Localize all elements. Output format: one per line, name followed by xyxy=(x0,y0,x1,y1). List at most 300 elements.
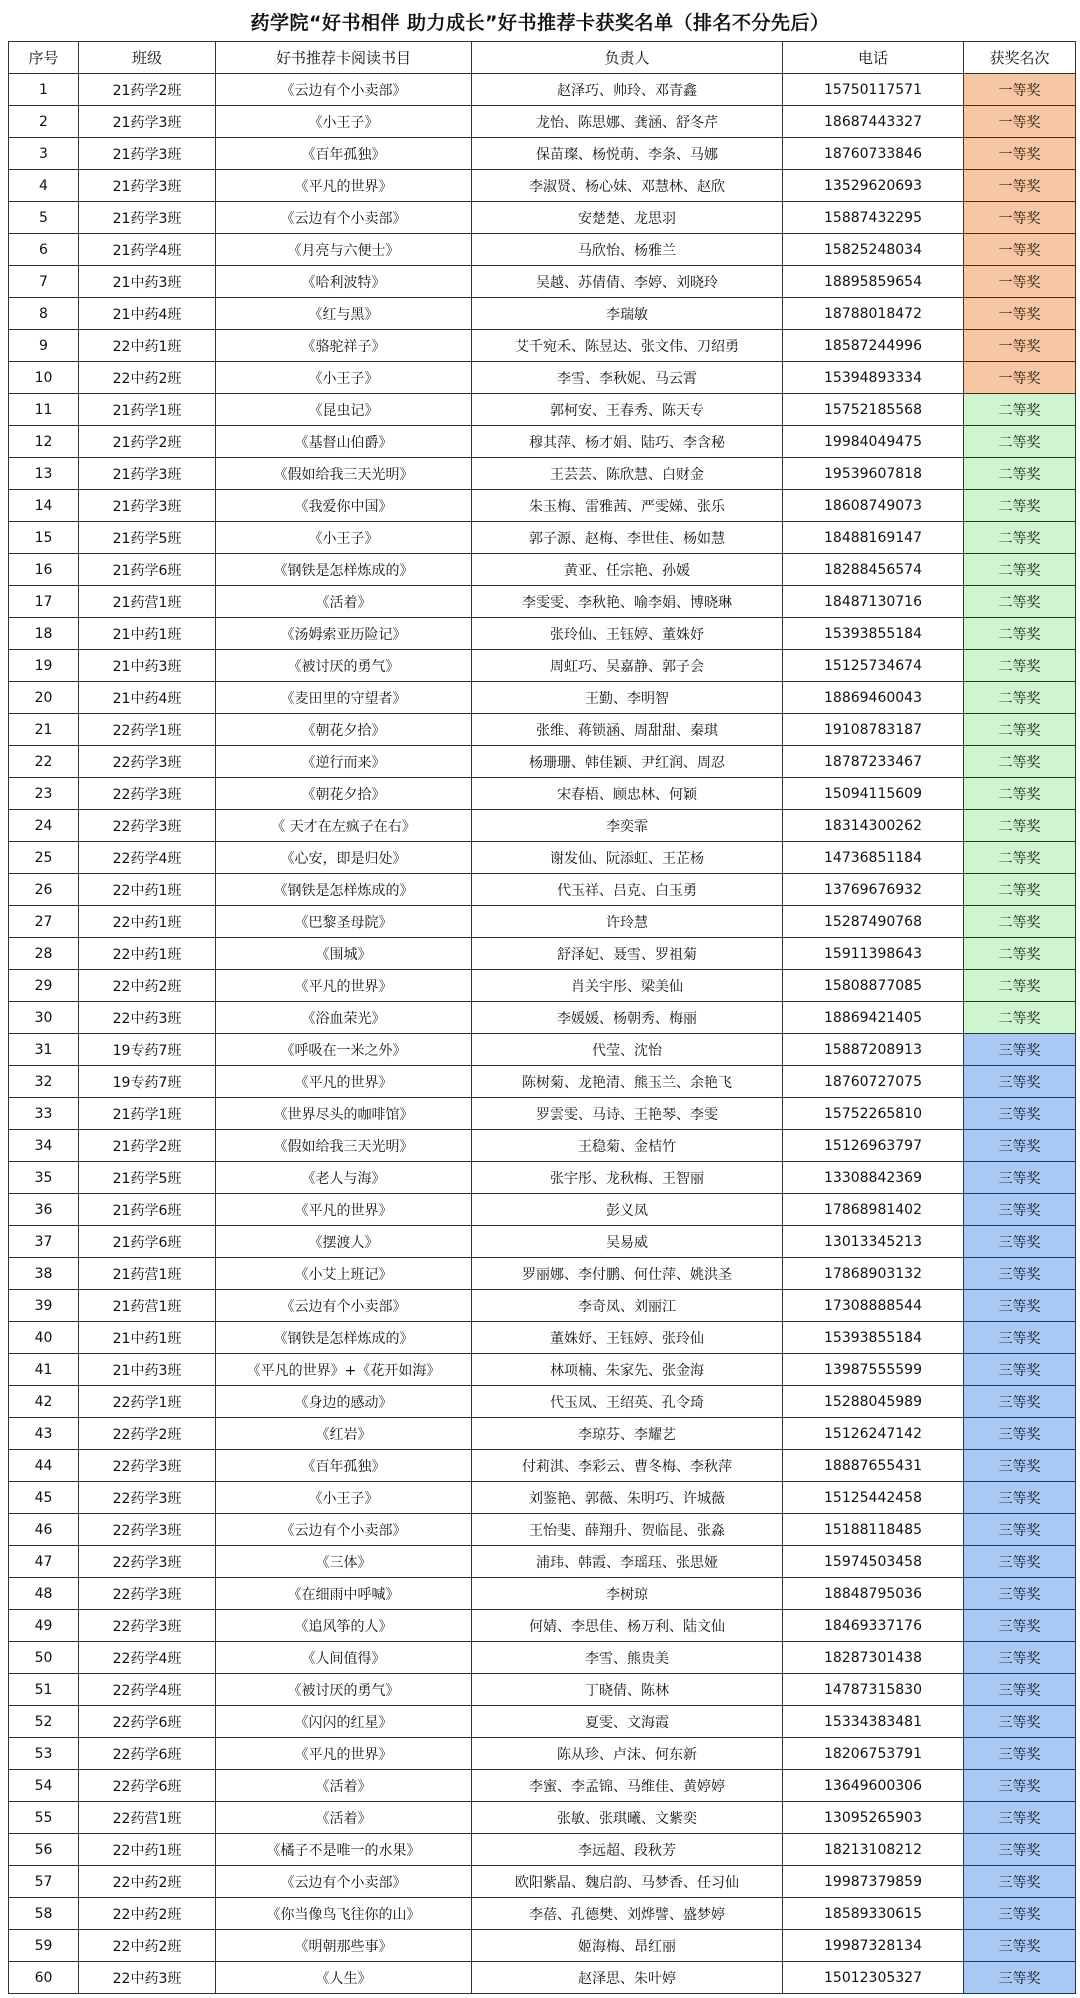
cell-prize: 三等奖 xyxy=(964,1386,1076,1418)
cell-prize: 二等奖 xyxy=(964,586,1076,618)
cell-prize: 二等奖 xyxy=(964,938,1076,970)
cell-class: 22药学6班 xyxy=(79,1706,216,1738)
cell-index: 47 xyxy=(9,1546,79,1578)
cell-prize: 二等奖 xyxy=(964,714,1076,746)
cell-phone: 15393855184 xyxy=(783,1322,964,1354)
cell-class: 22药学4班 xyxy=(79,1642,216,1674)
cell-prize: 二等奖 xyxy=(964,522,1076,554)
table-row xyxy=(9,650,1076,682)
table-row xyxy=(9,1738,1076,1770)
table-row xyxy=(9,1930,1076,1962)
cell-phone: 18608749073 xyxy=(783,490,964,522)
table-row xyxy=(9,1834,1076,1866)
table-row xyxy=(9,170,1076,202)
cell-class: 22药学3班 xyxy=(79,746,216,778)
cell-phone: 19984049475 xyxy=(783,426,964,458)
cell-book: 《逆行而来》 xyxy=(216,746,472,778)
award-table xyxy=(8,41,1076,1994)
table-row xyxy=(9,778,1076,810)
cell-class: 22中药2班 xyxy=(79,970,216,1002)
cell-book: 《被讨厌的勇气》 xyxy=(216,650,472,682)
table-row xyxy=(9,298,1076,330)
table-row xyxy=(9,1130,1076,1162)
table-row xyxy=(9,138,1076,170)
cell-index: 24 xyxy=(9,810,79,842)
cell-index: 41 xyxy=(9,1354,79,1386)
cell-book: 《橘子不是唯一的水果》 xyxy=(216,1834,472,1866)
cell-members: 穆其萍、杨才娟、陆巧、李含秘 xyxy=(472,426,783,458)
cell-prize: 三等奖 xyxy=(964,1962,1076,1994)
cell-book: 《老人与海》 xyxy=(216,1162,472,1194)
cell-members: 赵泽巧、帅玲、邓青鑫 xyxy=(472,74,783,106)
cell-prize: 三等奖 xyxy=(964,1130,1076,1162)
cell-book: 《麦田里的守望者》 xyxy=(216,682,472,714)
cell-prize: 二等奖 xyxy=(964,906,1076,938)
table-row xyxy=(9,234,1076,266)
cell-index: 10 xyxy=(9,362,79,394)
cell-book: 《巴黎圣母院》 xyxy=(216,906,472,938)
cell-members: 代玉凤、王绍英、孔令琦 xyxy=(472,1386,783,1418)
cell-prize: 三等奖 xyxy=(964,1578,1076,1610)
cell-phone: 15126247142 xyxy=(783,1418,964,1450)
cell-index: 11 xyxy=(9,394,79,426)
cell-index: 9 xyxy=(9,330,79,362)
cell-members: 龙怡、陈思娜、龚涵、舒冬芹 xyxy=(472,106,783,138)
cell-members: 李淑贤、杨心妹、邓慧林、赵欣 xyxy=(472,170,783,202)
cell-book: 《三体》 xyxy=(216,1546,472,1578)
cell-book: 《人间值得》 xyxy=(216,1642,472,1674)
cell-members: 付莉淇、李彩云、曹冬梅、李秋萍 xyxy=(472,1450,783,1482)
cell-prize: 二等奖 xyxy=(964,618,1076,650)
cell-index: 34 xyxy=(9,1130,79,1162)
table-row xyxy=(9,266,1076,298)
table-row xyxy=(9,842,1076,874)
cell-phone: 18589330615 xyxy=(783,1898,964,1930)
cell-members: 罗丽娜、李付鹏、何仕萍、姚洪圣 xyxy=(472,1258,783,1290)
cell-phone: 18206753791 xyxy=(783,1738,964,1770)
cell-index: 17 xyxy=(9,586,79,618)
cell-book: 《朝花夕拾》 xyxy=(216,778,472,810)
cell-phone: 15887208913 xyxy=(783,1034,964,1066)
cell-book: 《平凡的世界》 xyxy=(216,1738,472,1770)
cell-class: 22药营1班 xyxy=(79,1802,216,1834)
cell-index: 54 xyxy=(9,1770,79,1802)
cell-class: 22中药2班 xyxy=(79,1930,216,1962)
cell-book: 《小王子》 xyxy=(216,1482,472,1514)
cell-members: 李远超、段秋芳 xyxy=(472,1834,783,1866)
cell-book: 《钢铁是怎样炼成的》 xyxy=(216,1322,472,1354)
cell-class: 22中药1班 xyxy=(79,1834,216,1866)
cell-prize: 三等奖 xyxy=(964,1930,1076,1962)
cell-class: 22药学3班 xyxy=(79,1482,216,1514)
cell-prize: 三等奖 xyxy=(964,1770,1076,1802)
cell-members: 李瑞敏 xyxy=(472,298,783,330)
cell-phone: 13308842369 xyxy=(783,1162,964,1194)
cell-index: 36 xyxy=(9,1194,79,1226)
table-row xyxy=(9,1482,1076,1514)
cell-book: 《 天才在左疯子在右》 xyxy=(216,810,472,842)
cell-prize: 三等奖 xyxy=(964,1258,1076,1290)
cell-index: 56 xyxy=(9,1834,79,1866)
cell-prize: 三等奖 xyxy=(964,1226,1076,1258)
cell-members: 李蓓、孔德樊、刘烨譬、盛梦婷 xyxy=(472,1898,783,1930)
cell-members: 李树琼 xyxy=(472,1578,783,1610)
cell-prize: 三等奖 xyxy=(964,1642,1076,1674)
cell-index: 55 xyxy=(9,1802,79,1834)
table-row xyxy=(9,1162,1076,1194)
cell-index: 4 xyxy=(9,170,79,202)
cell-class: 21中药1班 xyxy=(79,1322,216,1354)
cell-prize: 一等奖 xyxy=(964,362,1076,394)
cell-class: 22中药1班 xyxy=(79,906,216,938)
header-row xyxy=(9,42,1076,74)
cell-prize: 二等奖 xyxy=(964,842,1076,874)
cell-book: 《人生》 xyxy=(216,1962,472,1994)
cell-index: 14 xyxy=(9,490,79,522)
column-header-phone: 电话 xyxy=(783,42,964,74)
cell-index: 44 xyxy=(9,1450,79,1482)
cell-members: 宋春梧、顾忠林、何颖 xyxy=(472,778,783,810)
cell-book: 《红与黑》 xyxy=(216,298,472,330)
cell-prize: 二等奖 xyxy=(964,394,1076,426)
cell-index: 39 xyxy=(9,1290,79,1322)
cell-prize: 三等奖 xyxy=(964,1706,1076,1738)
cell-members: 李奕霏 xyxy=(472,810,783,842)
table-row xyxy=(9,1642,1076,1674)
cell-members: 郭柯安、王春秀、陈天专 xyxy=(472,394,783,426)
cell-phone: 18213108212 xyxy=(783,1834,964,1866)
cell-book: 《红岩》 xyxy=(216,1418,472,1450)
cell-members: 代玉祥、吕克、白玉勇 xyxy=(472,874,783,906)
table-row xyxy=(9,1226,1076,1258)
cell-prize: 三等奖 xyxy=(964,1674,1076,1706)
table-row xyxy=(9,1194,1076,1226)
cell-book: 《围城》 xyxy=(216,938,472,970)
cell-book: 《百年孤独》 xyxy=(216,138,472,170)
table-row xyxy=(9,1514,1076,1546)
cell-prize: 三等奖 xyxy=(964,1098,1076,1130)
table-row xyxy=(9,106,1076,138)
cell-index: 27 xyxy=(9,906,79,938)
cell-members: 吴越、苏倩倩、李婷、刘晓玲 xyxy=(472,266,783,298)
cell-index: 29 xyxy=(9,970,79,1002)
cell-book: 《在细雨中呼喊》 xyxy=(216,1578,472,1610)
cell-members: 张敏、张琪曦、文紫奕 xyxy=(472,1802,783,1834)
cell-index: 8 xyxy=(9,298,79,330)
cell-members: 保苗璨、杨悦萌、李条、马娜 xyxy=(472,138,783,170)
cell-class: 21药学2班 xyxy=(79,426,216,458)
table-row xyxy=(9,874,1076,906)
cell-members: 董姝妤、王钰婷、张玲仙 xyxy=(472,1322,783,1354)
cell-class: 21药学2班 xyxy=(79,1130,216,1162)
cell-book: 《百年孤独》 xyxy=(216,1450,472,1482)
cell-index: 15 xyxy=(9,522,79,554)
cell-index: 37 xyxy=(9,1226,79,1258)
cell-phone: 14787315830 xyxy=(783,1674,964,1706)
cell-prize: 三等奖 xyxy=(964,1546,1076,1578)
cell-phone: 15094115609 xyxy=(783,778,964,810)
cell-phone: 17308888544 xyxy=(783,1290,964,1322)
cell-members: 谢发仙、阮添虹、王芷杨 xyxy=(472,842,783,874)
table-row xyxy=(9,1066,1076,1098)
cell-class: 21药学3班 xyxy=(79,106,216,138)
cell-phone: 15287490768 xyxy=(783,906,964,938)
cell-phone: 18288456574 xyxy=(783,554,964,586)
cell-members: 吴易威 xyxy=(472,1226,783,1258)
table-row xyxy=(9,1898,1076,1930)
cell-book: 《小王子》 xyxy=(216,106,472,138)
cell-class: 22药学4班 xyxy=(79,1674,216,1706)
cell-phone: 13987555599 xyxy=(783,1354,964,1386)
cell-book: 《云边有个小卖部》 xyxy=(216,1514,472,1546)
cell-members: 许玲慧 xyxy=(472,906,783,938)
table-row xyxy=(9,1258,1076,1290)
cell-prize: 二等奖 xyxy=(964,1002,1076,1034)
cell-phone: 15752185568 xyxy=(783,394,964,426)
cell-class: 21药学5班 xyxy=(79,1162,216,1194)
cell-class: 21中药4班 xyxy=(79,682,216,714)
cell-index: 50 xyxy=(9,1642,79,1674)
cell-members: 张玲仙、王钰婷、董姝妤 xyxy=(472,618,783,650)
table-row xyxy=(9,458,1076,490)
cell-prize: 三等奖 xyxy=(964,1482,1076,1514)
table-row xyxy=(9,1706,1076,1738)
sheet-title: 药学院“好书相伴 助力成长”好书推荐卡获奖名单（排名不分先后） xyxy=(250,12,830,34)
table-row xyxy=(9,1386,1076,1418)
cell-phone: 15393855184 xyxy=(783,618,964,650)
cell-members: 周虹巧、吴嘉静、郭子会 xyxy=(472,650,783,682)
cell-index: 32 xyxy=(9,1066,79,1098)
table-row xyxy=(9,1770,1076,1802)
cell-members: 姬海梅、昂红丽 xyxy=(472,1930,783,1962)
cell-prize: 三等奖 xyxy=(964,1162,1076,1194)
cell-members: 夏雯、文海霞 xyxy=(472,1706,783,1738)
cell-index: 13 xyxy=(9,458,79,490)
cell-index: 3 xyxy=(9,138,79,170)
cell-members: 李雪、李秋妮、马云霄 xyxy=(472,362,783,394)
cell-prize: 二等奖 xyxy=(964,874,1076,906)
cell-class: 21药学3班 xyxy=(79,202,216,234)
cell-index: 6 xyxy=(9,234,79,266)
cell-members: 罗雲雯、马诗、王艳琴、李雯 xyxy=(472,1098,783,1130)
cell-phone: 18760733846 xyxy=(783,138,964,170)
cell-book: 《小王子》 xyxy=(216,362,472,394)
cell-index: 23 xyxy=(9,778,79,810)
cell-book: 《云边有个小卖部》 xyxy=(216,1290,472,1322)
cell-phone: 17868981402 xyxy=(783,1194,964,1226)
cell-prize: 一等奖 xyxy=(964,138,1076,170)
cell-index: 16 xyxy=(9,554,79,586)
cell-members: 陈树菊、龙艳清、熊玉兰、余艳飞 xyxy=(472,1066,783,1098)
cell-book: 《小艾上班记》 xyxy=(216,1258,472,1290)
cell-phone: 13769676932 xyxy=(783,874,964,906)
cell-phone: 18787233467 xyxy=(783,746,964,778)
cell-class: 19专药7班 xyxy=(79,1034,216,1066)
cell-book: 《云边有个小卖部》 xyxy=(216,74,472,106)
cell-members: 张维、蒋锁涵、周甜甜、秦琪 xyxy=(472,714,783,746)
table-row xyxy=(9,1034,1076,1066)
table-row xyxy=(9,1962,1076,1994)
cell-phone: 18314300262 xyxy=(783,810,964,842)
cell-class: 22药学3班 xyxy=(79,810,216,842)
cell-class: 21药学6班 xyxy=(79,1194,216,1226)
cell-class: 22中药3班 xyxy=(79,1002,216,1034)
cell-phone: 15188118485 xyxy=(783,1514,964,1546)
cell-prize: 一等奖 xyxy=(964,330,1076,362)
table-row xyxy=(9,1674,1076,1706)
cell-class: 22药学2班 xyxy=(79,1418,216,1450)
cell-phone: 18869421405 xyxy=(783,1002,964,1034)
cell-book: 《我爱你中国》 xyxy=(216,490,472,522)
cell-prize: 二等奖 xyxy=(964,554,1076,586)
cell-prize: 三等奖 xyxy=(964,1834,1076,1866)
cell-book: 《世界尽头的咖啡馆》 xyxy=(216,1098,472,1130)
cell-phone: 18487130716 xyxy=(783,586,964,618)
cell-phone: 15825248034 xyxy=(783,234,964,266)
cell-members: 刘鉴艳、郭薇、朱明巧、许城薇 xyxy=(472,1482,783,1514)
cell-class: 21中药1班 xyxy=(79,618,216,650)
cell-class: 22中药2班 xyxy=(79,1866,216,1898)
cell-phone: 18760727075 xyxy=(783,1066,964,1098)
cell-index: 18 xyxy=(9,618,79,650)
cell-index: 5 xyxy=(9,202,79,234)
cell-index: 19 xyxy=(9,650,79,682)
cell-members: 陈从珍、卢沫、何东新 xyxy=(472,1738,783,1770)
cell-members: 郭子源、赵梅、李世佳、杨如慧 xyxy=(472,522,783,554)
cell-index: 35 xyxy=(9,1162,79,1194)
cell-prize: 三等奖 xyxy=(964,1866,1076,1898)
cell-class: 21药营1班 xyxy=(79,586,216,618)
cell-book: 《闪闪的红星》 xyxy=(216,1706,472,1738)
cell-prize: 三等奖 xyxy=(964,1290,1076,1322)
cell-phone: 19108783187 xyxy=(783,714,964,746)
cell-class: 21药营1班 xyxy=(79,1290,216,1322)
cell-phone: 18887655431 xyxy=(783,1450,964,1482)
cell-book: 《骆驼祥子》 xyxy=(216,330,472,362)
cell-prize: 一等奖 xyxy=(964,298,1076,330)
cell-phone: 18488169147 xyxy=(783,522,964,554)
cell-members: 王稳菊、金桔竹 xyxy=(472,1130,783,1162)
cell-index: 38 xyxy=(9,1258,79,1290)
table-row xyxy=(9,1610,1076,1642)
cell-book: 《平凡的世界》+《花开如海》 xyxy=(216,1354,472,1386)
cell-class: 22药学3班 xyxy=(79,1610,216,1642)
cell-prize: 二等奖 xyxy=(964,970,1076,1002)
table-row xyxy=(9,362,1076,394)
cell-class: 22药学3班 xyxy=(79,1514,216,1546)
cell-index: 26 xyxy=(9,874,79,906)
cell-book: 《基督山伯爵》 xyxy=(216,426,472,458)
cell-book: 《活着》 xyxy=(216,586,472,618)
cell-book: 《摆渡人》 xyxy=(216,1226,472,1258)
cell-class: 22药学6班 xyxy=(79,1738,216,1770)
table-row xyxy=(9,1546,1076,1578)
table-row xyxy=(9,1418,1076,1450)
cell-prize: 一等奖 xyxy=(964,234,1076,266)
cell-phone: 13013345213 xyxy=(783,1226,964,1258)
cell-class: 21药学3班 xyxy=(79,138,216,170)
cell-class: 19专药7班 xyxy=(79,1066,216,1098)
cell-members: 艾千宛禾、陈昱达、张文伟、刀绍勇 xyxy=(472,330,783,362)
cell-prize: 二等奖 xyxy=(964,746,1076,778)
column-header-members: 负责人 xyxy=(472,42,783,74)
cell-prize: 三等奖 xyxy=(964,1322,1076,1354)
cell-class: 22药学3班 xyxy=(79,778,216,810)
table-row xyxy=(9,1098,1076,1130)
cell-index: 45 xyxy=(9,1482,79,1514)
cell-class: 22药学1班 xyxy=(79,714,216,746)
cell-prize: 三等奖 xyxy=(964,1034,1076,1066)
cell-members: 王芸芸、陈欣慧、白财金 xyxy=(472,458,783,490)
cell-phone: 19539607818 xyxy=(783,458,964,490)
cell-prize: 二等奖 xyxy=(964,426,1076,458)
cell-book: 《呼吸在一米之外》 xyxy=(216,1034,472,1066)
cell-prize: 三等奖 xyxy=(964,1418,1076,1450)
table-row xyxy=(9,330,1076,362)
cell-index: 42 xyxy=(9,1386,79,1418)
cell-phone: 17868903132 xyxy=(783,1258,964,1290)
cell-prize: 三等奖 xyxy=(964,1898,1076,1930)
table-row xyxy=(9,1002,1076,1034)
cell-phone: 15974503458 xyxy=(783,1546,964,1578)
cell-members: 朱玉梅、雷雅茜、严雯娣、张乐 xyxy=(472,490,783,522)
cell-book: 《朝花夕拾》 xyxy=(216,714,472,746)
cell-phone: 13529620693 xyxy=(783,170,964,202)
table-row xyxy=(9,1866,1076,1898)
cell-class: 22中药1班 xyxy=(79,874,216,906)
table-row xyxy=(9,1450,1076,1482)
cell-phone: 18848795036 xyxy=(783,1578,964,1610)
cell-members: 丁晓倩、陈林 xyxy=(472,1674,783,1706)
cell-index: 59 xyxy=(9,1930,79,1962)
cell-class: 21中药4班 xyxy=(79,298,216,330)
cell-phone: 18869460043 xyxy=(783,682,964,714)
table-row xyxy=(9,682,1076,714)
cell-phone: 15752265810 xyxy=(783,1098,964,1130)
cell-book: 《身边的感动》 xyxy=(216,1386,472,1418)
cell-phone: 13095265903 xyxy=(783,1802,964,1834)
cell-book: 《平凡的世界》 xyxy=(216,970,472,1002)
cell-class: 22药学4班 xyxy=(79,842,216,874)
cell-members: 欧阳紫晶、魏启韵、马梦香、任习仙 xyxy=(472,1866,783,1898)
cell-members: 舒泽妃、聂雪、罗祖菊 xyxy=(472,938,783,970)
cell-book: 《昆虫记》 xyxy=(216,394,472,426)
cell-class: 21药学1班 xyxy=(79,1098,216,1130)
table-row xyxy=(9,970,1076,1002)
cell-book: 《云边有个小卖部》 xyxy=(216,202,472,234)
cell-book: 《小王子》 xyxy=(216,522,472,554)
cell-class: 21药学5班 xyxy=(79,522,216,554)
cell-members: 杨珊珊、韩佳颖、尹红润、周忍 xyxy=(472,746,783,778)
cell-book: 《云边有个小卖部》 xyxy=(216,1866,472,1898)
cell-prize: 三等奖 xyxy=(964,1738,1076,1770)
cell-book: 《活着》 xyxy=(216,1770,472,1802)
cell-index: 21 xyxy=(9,714,79,746)
table-row xyxy=(9,714,1076,746)
table-row xyxy=(9,938,1076,970)
cell-book: 《钢铁是怎样炼成的》 xyxy=(216,874,472,906)
cell-index: 57 xyxy=(9,1866,79,1898)
cell-book: 《假如给我三天光明》 xyxy=(216,458,472,490)
table-row xyxy=(9,202,1076,234)
cell-class: 22药学6班 xyxy=(79,1770,216,1802)
cell-phone: 15911398643 xyxy=(783,938,964,970)
cell-phone: 15126963797 xyxy=(783,1130,964,1162)
cell-index: 1 xyxy=(9,74,79,106)
cell-class: 22药学1班 xyxy=(79,1386,216,1418)
cell-book: 《平凡的世界》 xyxy=(216,170,472,202)
column-header-book: 好书推荐卡阅读书目 xyxy=(216,42,472,74)
